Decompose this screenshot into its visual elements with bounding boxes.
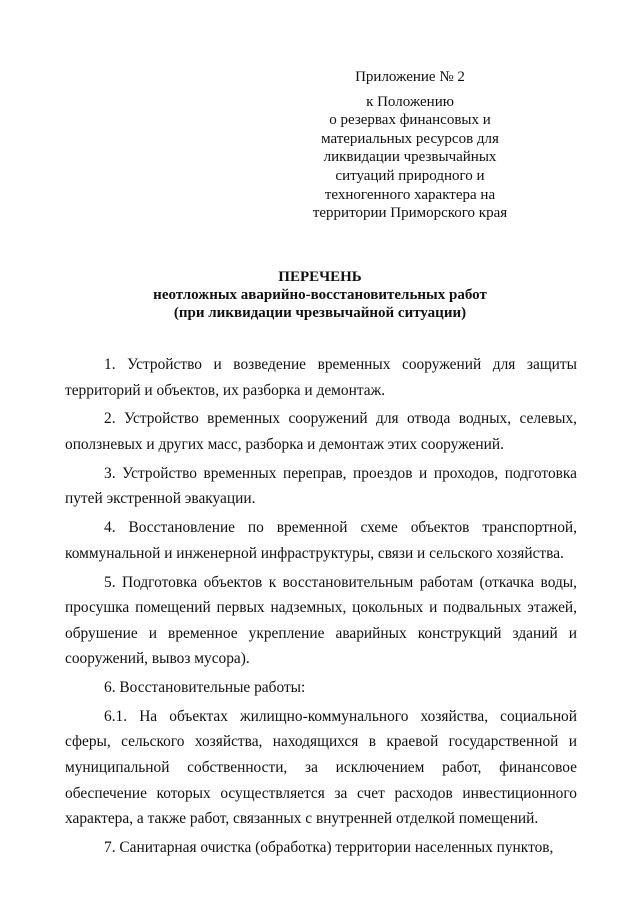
appendix-line: техногенного характера на [324, 186, 496, 203]
appendix-block [300, 68, 520, 223]
heading-subtitle: (при ликвидации чрезвычайной ситуации) [173, 305, 467, 321]
document-body [65, 352, 577, 864]
list-item: 1. Устройство и возведение временных сооружений для защиты территорий и объектов, их разборка и демонтаж. [65, 356, 577, 399]
heading-subtitle: неотложных аварийно-восстановительных работ [153, 287, 487, 303]
list-item: 6. Восстановительные работы: [104, 679, 306, 697]
list-item: 7. Санитарная очистка (обработка) территории населенных пунктов, [104, 839, 554, 856]
appendix-line: о резервах финансовых и [329, 112, 491, 129]
heading-title: ПЕРЕЧЕНЬ [278, 269, 362, 285]
appendix-title: Приложение № 2 [355, 69, 465, 85]
list-item: 4. Восстановление по временной схеме объектов транспортной, коммунальной и инженерной инфраструктуры, связи и сельского хозяйства. [65, 519, 577, 562]
list-item: 5. Подготовка объектов к восстановительным работам (откачка воды, просушка помещений первых надземных, цокольных и подвальных этажей, обрушение и временное укрепление аварийных конструкций зданий и сооружений, вывоз мусора). [65, 573, 577, 668]
appendix-line: ликвидации чрезвычайных [323, 149, 497, 166]
list-item: 3. Устройство временных переправ, проездов и проходов, подготовка путей экстренной эвакуации. [65, 464, 577, 508]
list-item: 6.1. На объектах жилищно-коммунального хозяйства, социальной сферы, сельского хозяйства, находящихся в краевой государственной и муниципальной собственности, за исключением работ, финансовое обеспечение которых осуществляется за счет расходов инвестиционного характера, а также работ, связанных с внутренней отделкой помещений. [65, 707, 577, 828]
list-item: 2. Устройство временных сооружений для отвода водных, селевых, оползневых и других масс, разборка и демонтаж этих сооружений. [65, 410, 577, 453]
appendix-line: материальных ресурсов для [321, 130, 499, 147]
appendix-line: ситуаций природного и [335, 167, 485, 184]
document-heading [60, 268, 580, 322]
appendix-line: территории Приморского края [312, 205, 508, 222]
appendix-line: к Положению [366, 93, 454, 110]
